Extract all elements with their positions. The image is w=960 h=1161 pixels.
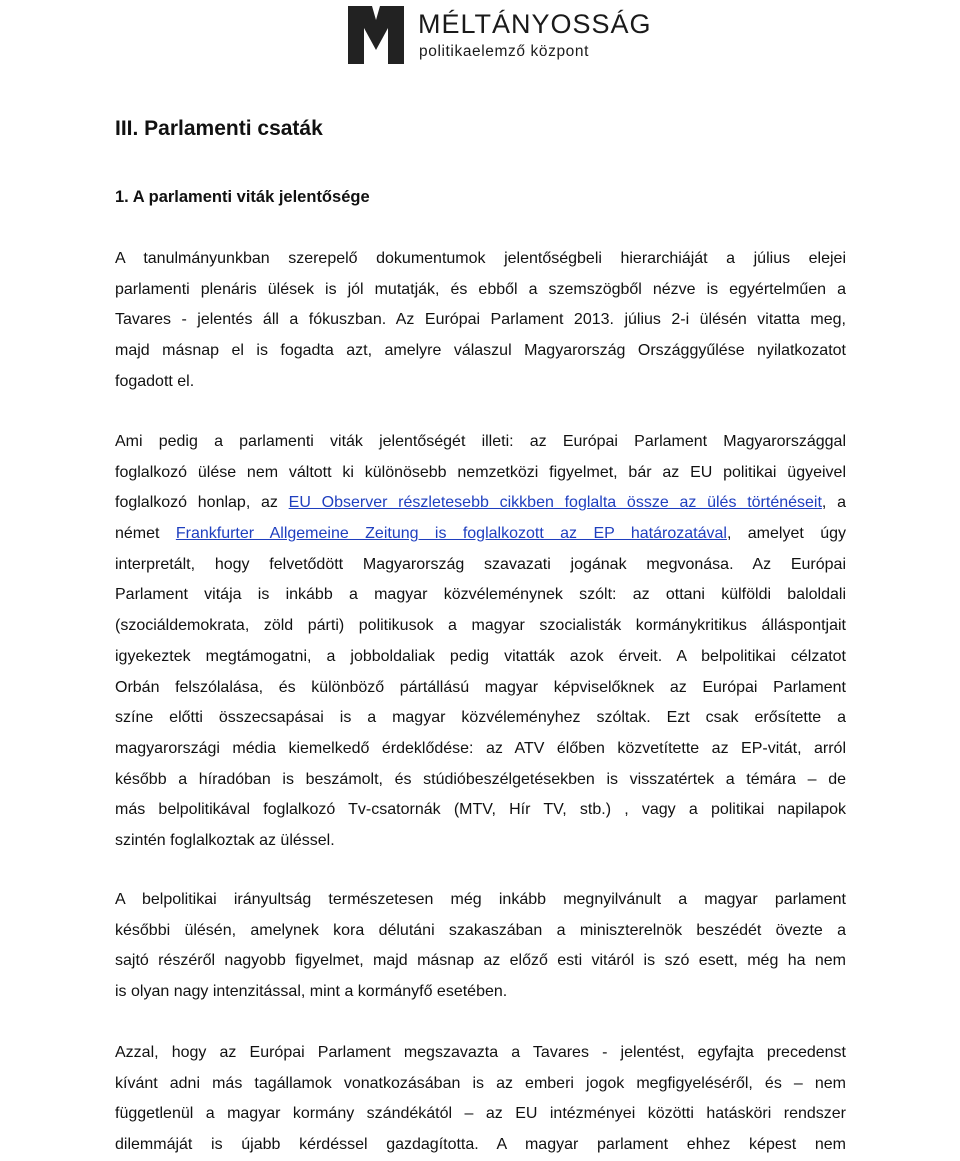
euobserver-link[interactable]: EU Observer részletesebb cikkben foglalta össze az ülés történéseit [288, 494, 822, 512]
org-name: MÉLTÁNYOSSÁG [418, 9, 652, 39]
text-line: kívánt adni más tagállamok vonatkozásában is az emberi jogok megfigyeléséről, és – nem [115, 1074, 846, 1092]
faz-link[interactable]: Frankfurter Allgemeine Zeitung is foglalkozott az EP határozatával [175, 525, 727, 543]
text-line: foglalkozó ülése nem váltott ki különösebb nemzetközi figyelmet, bár az EU politikai ügyeivel [115, 463, 846, 481]
paragraph-2 [115, 427, 846, 857]
text-line: dilemmáját is újabb kérdéssel gazdagította. A magyar parlament ehhez képest nem [115, 1136, 846, 1154]
text-line: magyarországi média kiemelkedő érdeklődése: az ATV élőben közvetítette az EP-vitát, arról [115, 739, 846, 757]
header-logo [348, 6, 652, 66]
text-line: Parlament vitája is inkább a magyar közvéleménynek szólt: az ottani külföldi baloldali [115, 586, 846, 604]
text-line: (szociáldemokrata, zöld párti) politikusok a magyar szocialisták kormánykritikus álláspontjait [115, 617, 846, 635]
text-line: más belpolitikával foglalkozó Tv-csatornák (MTV, Hír TV, stb.) , vagy a politikai napilapok [115, 801, 846, 819]
paragraph-1 [115, 244, 846, 397]
text-line-with-link [115, 519, 846, 550]
text-segment: foglalkozó honlap, az [115, 494, 289, 512]
text-line: későbbi ülésén, amelynek kora délutáni szakaszában a miniszterelnök beszédét övezte a [115, 921, 846, 939]
text-segment: , a [821, 494, 846, 512]
subsection-title: 1. A parlamenti viták jelentősége [115, 188, 370, 206]
text-line: Azzal, hogy az Európai Parlament megszavazta a Tavares - jelentést, egyfajta precedenst [115, 1044, 846, 1061]
text-line: is olyan nagy intenzitással, mint a kormányfő esetében. [115, 983, 508, 1001]
text-line: majd másnap el is fogadta azt, amelyre válaszul Magyarország Országgyűlése nyilatkozatot [115, 342, 846, 360]
text-line: Tavares - jelentés áll a fókuszban. Az Európai Parlament 2013. július 2-i ülésén vitatta meg, [115, 311, 846, 329]
text-line: A tanulmányunkban szerepelő dokumentumok jelentőségbeli hierarchiáját a július elejei [115, 250, 846, 267]
text-line: Orbán felszólalása, és különböző pártállású magyar képviselőknek az Európai Parlament [115, 678, 846, 696]
text-line: függetlenül a magyar kormány szándékától – az EU intézményei közötti hatásköri rendszer [115, 1105, 846, 1123]
text-line: sajtó részéről nagyobb figyelmet, majd másnap az előző esti vitáról is szó esett, még ha nem [115, 952, 846, 970]
text-line: színe előtti összecsapásai is a magyar közvéleményhez szóltak. Ezt csak erősítette a [115, 709, 846, 727]
text-segment: , amelyet úgy [726, 525, 846, 543]
text-line: Ami pedig a parlamenti viták jelentőségét illeti: az Európai Parlament Magyarországgal [115, 433, 846, 450]
org-subtitle: politikaelemző központ [419, 43, 590, 60]
text-line: igyekeztek megtámogatni, a jobboldaliak pedig vitatták azok érveit. A belpolitikai célzatot [115, 647, 846, 665]
section-title: III. Parlamenti csaták [115, 117, 323, 140]
text-line: később a híradóban is beszámolt, és stúdióbeszélgetésekben is visszatértek a témára – de [115, 770, 846, 788]
paragraph-4 [115, 1038, 846, 1161]
text-line: szintén foglalkoztak az üléssel. [115, 831, 335, 849]
text-line: A belpolitikai irányultság természetesen még inkább megnyilvánult a magyar parlament [115, 891, 846, 908]
paragraph-3 [115, 885, 846, 1008]
text-line-with-link [115, 488, 846, 519]
logo-mark-icon [348, 6, 404, 64]
text-segment: német [115, 525, 176, 543]
text-line: interpretált, hogy felvetődött Magyarország szavazati jogának megvonása. Az Európai [115, 555, 846, 573]
text-line: parlamenti plenáris ülések is jól mutatják, és ebből a szemszögből nézve is egyértelműen a [115, 280, 846, 298]
text-line: fogadott el. [115, 372, 195, 390]
